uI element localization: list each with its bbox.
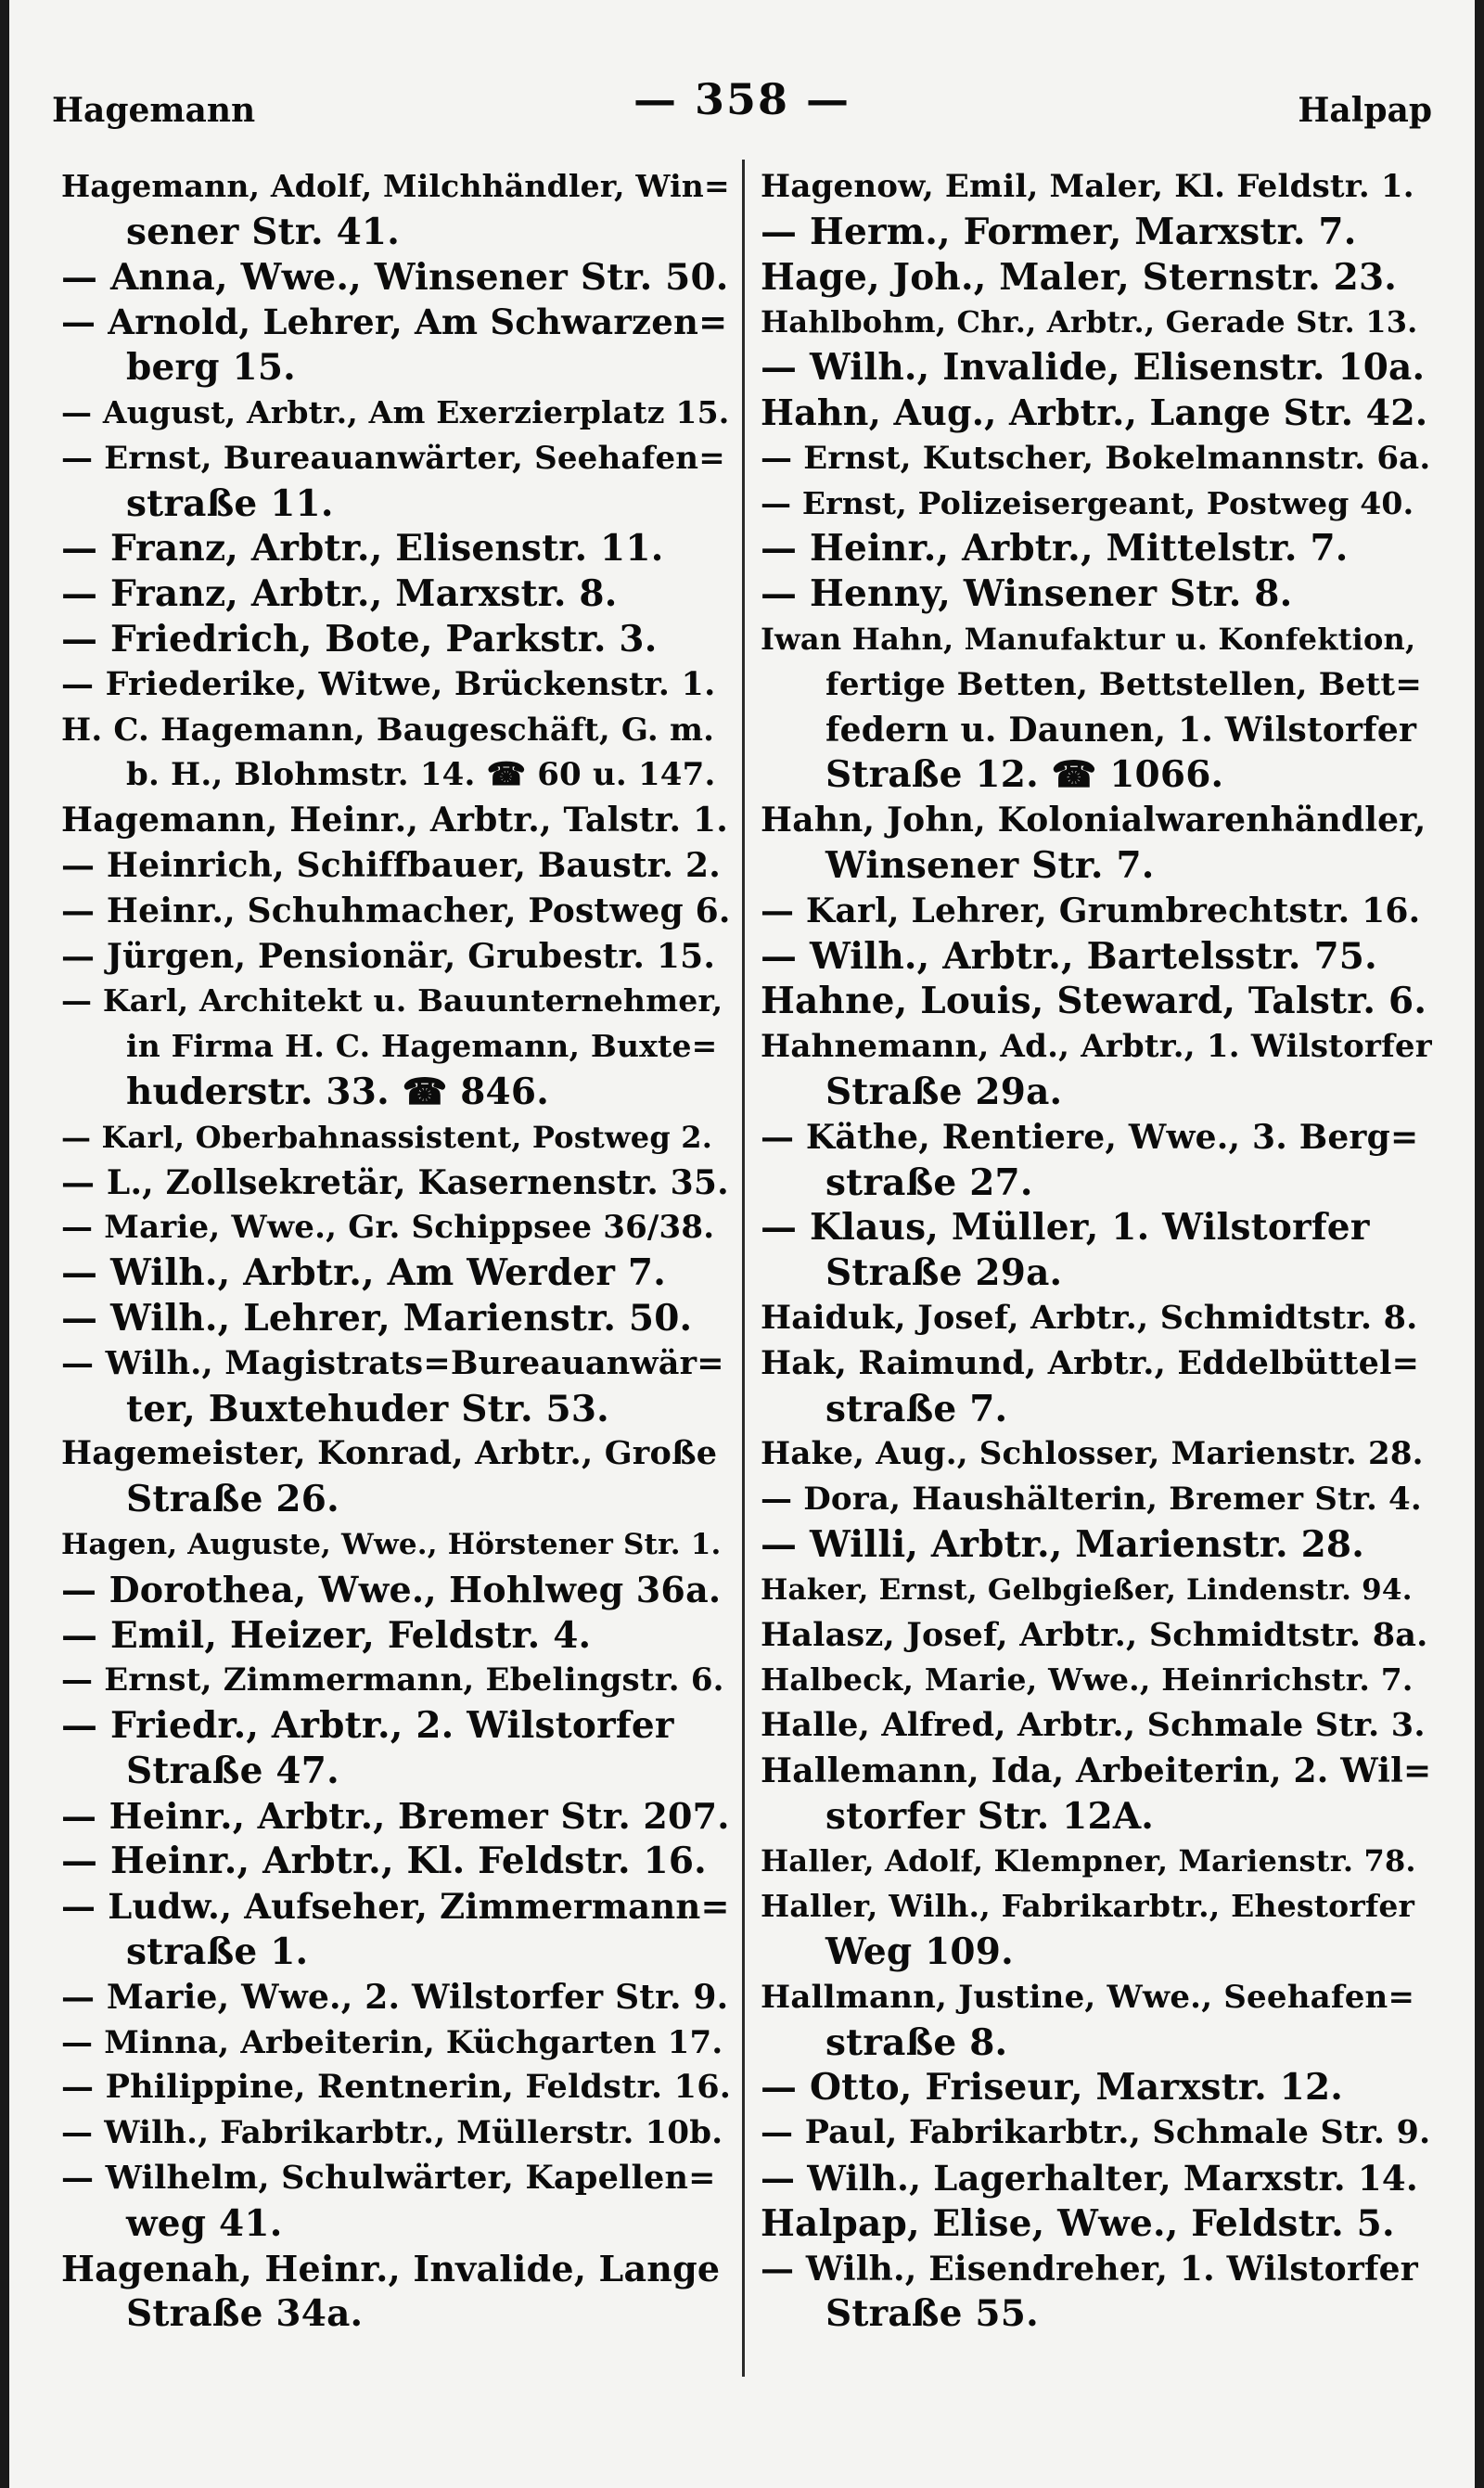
directory-line: Haller, Adolf, Klempner, Marienstr. 78. [761, 1843, 1416, 1879]
directory-line: — Willi, Arbtr., Marienstr. 28. [761, 1522, 1365, 1566]
directory-line: fertige Betten, Bettstellen, Bett= [825, 665, 1423, 703]
directory-line: — Arnold, Lehrer, Am Schwarzen= [61, 301, 728, 343]
directory-line: Hahne, Louis, Steward, Talstr. 6. [761, 980, 1427, 1023]
header-right-keyword: Halpap [1298, 91, 1432, 130]
directory-line: straße 1. [126, 1930, 309, 1974]
directory-line: Hahnemann, Ad., Arbtr., 1. Wilstorfer [761, 1028, 1432, 1066]
directory-line: — Jürgen, Pensionär, Grubestr. 15. [61, 936, 716, 976]
directory-line: — Anna, Wwe., Winsener Str. 50. [61, 255, 729, 299]
directory-line: — Klaus, Müller, 1. Wilstorfer [761, 1206, 1370, 1250]
right-column [761, 164, 1432, 2337]
directory-line: Hagen, Auguste, Wwe., Hörstener Str. 1. [61, 1527, 722, 1561]
directory-line: — Paul, Fabrikarbtr., Schmale Str. 9. [761, 2113, 1431, 2152]
directory-line: b. H., Blohmstr. 14. ☎ 60 u. 147. [126, 756, 716, 794]
directory-line: — Wilhelm, Schulwärter, Kapellen= [61, 2159, 716, 2198]
directory-line: — Heinrich, Schiffbauer, Baustr. 2. [61, 845, 721, 885]
directory-line: — Karl, Lehrer, Grumbrechtstr. 16. [761, 891, 1421, 930]
directory-line: — Otto, Friseur, Marxstr. 12. [761, 2066, 1344, 2110]
running-header [52, 74, 1432, 148]
directory-line: — Wilh., Arbtr., Bartelsstr. 75. [761, 934, 1377, 978]
directory-line: — Marie, Wwe., 2. Wilstorfer Str. 9. [61, 1977, 729, 2017]
directory-line: Haller, Wilh., Fabrikarbtr., Ehestorfer [761, 1888, 1415, 1925]
directory-line: Hahlbohm, Chr., Arbtr., Gerade Str. 13. [761, 304, 1418, 340]
directory-line: Straße 29a. [825, 1070, 1063, 1113]
directory-line: Haker, Ernst, Gelbgießer, Lindenstr. 94. [761, 1572, 1413, 1607]
directory-line: — Wilh., Lehrer, Marienstr. 50. [61, 1296, 693, 1340]
directory-line: — Wilh., Fabrikarbtr., Müllerstr. 10b. [61, 2114, 723, 2152]
directory-line: — Franz, Arbtr., Elisenstr. 11. [61, 527, 664, 571]
directory-line: — Wilh., Eisendreher, 1. Wilstorfer [761, 2249, 1418, 2289]
directory-line: in Firma H. C. Hagemann, Buxte= [126, 1028, 718, 1065]
directory-line: — Wilh., Arbtr., Am Werder 7. [61, 1251, 667, 1295]
directory-line: — Emil, Heizer, Feldstr. 4. [61, 1613, 592, 1657]
directory-line: — Friedr., Arbtr., 2. Wilstorfer [61, 1704, 674, 1748]
directory-line: — Heinr., Arbtr., Mittelstr. 7. [761, 527, 1349, 571]
directory-line: — August, Arbtr., Am Exerzierplatz 15. [61, 393, 730, 430]
directory-line: — Heinr., Schuhmacher, Postweg 6. [61, 891, 731, 930]
directory-line: Straße 29a. [825, 1251, 1063, 1295]
directory-line: straße 27. [825, 1161, 1033, 1204]
directory-line: Hage, Joh., Maler, Sternstr. 23. [761, 255, 1398, 299]
directory-line: Hahn, Aug., Arbtr., Lange Str. 42. [761, 391, 1428, 433]
directory-line: — Ernst, Polizeisergeant, Postweg 40. [761, 484, 1414, 521]
directory-line: storfer Str. 12A. [825, 1794, 1155, 1838]
directory-line: Straße 26. [126, 1478, 339, 1521]
directory-line: — Dorothea, Wwe., Hohlweg 36a. [61, 1568, 722, 1610]
directory-line: — Minna, Arbeiterin, Küchgarten 17. [61, 2023, 723, 2061]
directory-line: Iwan Hahn, Manufaktur u. Konfektion, [761, 621, 1416, 657]
directory-line: Straße 12. ☎ 1066. [825, 753, 1224, 797]
directory-line: weg 41. [126, 2201, 283, 2245]
directory-line: Halbeck, Marie, Wwe., Heinrichstr. 7. [761, 1661, 1414, 1699]
directory-line: — Herm., Former, Marxstr. 7. [761, 210, 1357, 253]
directory-line: Hagenah, Heinr., Invalide, Lange [61, 2247, 721, 2289]
directory-line: — Dora, Haushälterin, Bremer Str. 4. [761, 1481, 1422, 1519]
directory-line: huderstr. 33. ☎ 846. [126, 1070, 550, 1113]
directory-line: — Wilh., Invalide, Elisenstr. 10a. [761, 346, 1426, 390]
directory-line: Halpap, Elise, Wwe., Feldstr. 5. [761, 2201, 1395, 2245]
directory-line: Halle, Alfred, Arbtr., Schmale Str. 3. [761, 1706, 1426, 1745]
directory-line: Hagenow, Emil, Maler, Kl. Feldstr. 1. [761, 168, 1414, 205]
directory-line: straße 7. [825, 1387, 1008, 1430]
directory-line: — Franz, Arbtr., Marxstr. 8. [61, 572, 618, 616]
directory-line: straße 11. [126, 481, 334, 525]
directory-line: — Philippine, Rentnerin, Feldstr. 16. [61, 2068, 731, 2107]
directory-line: straße 8. [825, 2020, 1008, 2064]
left-column [61, 164, 731, 2337]
column-divider [742, 160, 745, 2377]
header-left-keyword: Hagemann [52, 91, 256, 130]
directory-line: Winsener Str. 7. [825, 843, 1155, 887]
directory-line: Hallmann, Justine, Wwe., Seehafen= [761, 1978, 1415, 2016]
directory-line: Straße 55. [825, 2292, 1039, 2336]
directory-line: Weg 109. [825, 1930, 1014, 1974]
directory-line: — Marie, Wwe., Gr. Schippsee 36/38. [61, 1209, 715, 1247]
directory-line: Halasz, Josef, Arbtr., Schmidtstr. 8a. [761, 1615, 1428, 1654]
directory-line: — Friedrich, Bote, Parkstr. 3. [61, 617, 658, 660]
directory-line: — Wilh., Magistrats=Bureauanwär= [61, 1343, 724, 1382]
directory-line: — Karl, Oberbahnassistent, Postweg 2. [61, 1119, 713, 1155]
directory-line: — Ludw., Aufseher, Zimmermann= [61, 1886, 730, 1928]
directory-line: Hagemann, Heinr., Arbtr., Talstr. 1. [61, 801, 728, 840]
directory-line: — Heinr., Arbtr., Kl. Feldstr. 16. [61, 1840, 707, 1883]
directory-line: — Henny, Winsener Str. 8. [761, 572, 1293, 616]
directory-line: — Wilh., Lagerhalter, Marxstr. 14. [761, 2158, 1418, 2199]
directory-line: Hallemann, Ida, Arbeiterin, 2. Wil= [761, 1751, 1432, 1790]
directory-line: Haiduk, Josef, Arbtr., Schmidtstr. 8. [761, 1298, 1418, 1337]
directory-line: Hak, Raimund, Arbtr., Eddelbüttel= [761, 1343, 1420, 1382]
directory-line: Hagemann, Adolf, Milchhändler, Win= [61, 168, 730, 204]
directory-line: Straße 47. [126, 1749, 339, 1792]
directory-line: — Friederike, Witwe, Brückenstr. 1. [61, 664, 716, 703]
directory-line: — L., Zollsekretär, Kasernenstr. 35. [61, 1162, 729, 1202]
directory-line: — Heinr., Arbtr., Bremer Str. 207. [61, 1794, 730, 1837]
directory-line: — Karl, Architekt u. Bauunternehmer, [61, 982, 723, 1020]
directory-line: Hake, Aug., Schlosser, Marienstr. 28. [761, 1435, 1424, 1473]
directory-line: — Käthe, Rentiere, Wwe., 3. Berg= [761, 1117, 1419, 1157]
directory-line: federn u. Daunen, 1. Wilstorfer [825, 710, 1417, 750]
directory-line: — Ernst, Bureauanwärter, Seehafen= [61, 439, 725, 477]
directory-line: Hahn, John, Kolonialwarenhändler, [761, 801, 1426, 840]
directory-line: Straße 34a. [126, 2292, 364, 2336]
directory-line: — Ernst, Kutscher, Bokelmannstr. 6a. [761, 439, 1431, 477]
directory-line: sener Str. 41. [126, 210, 401, 253]
directory-line: H. C. Hagemann, Baugeschäft, G. m. [61, 711, 715, 749]
directory-line: ter, Buxtehuder Str. 53. [126, 1387, 609, 1430]
directory-line: — Ernst, Zimmermann, Ebelingstr. 6. [61, 1661, 724, 1699]
page-number: — 358 — [633, 74, 851, 124]
directory-line: Hagemeister, Konrad, Arbtr., Große [61, 1434, 718, 1473]
directory-line: berg 15. [126, 346, 296, 390]
